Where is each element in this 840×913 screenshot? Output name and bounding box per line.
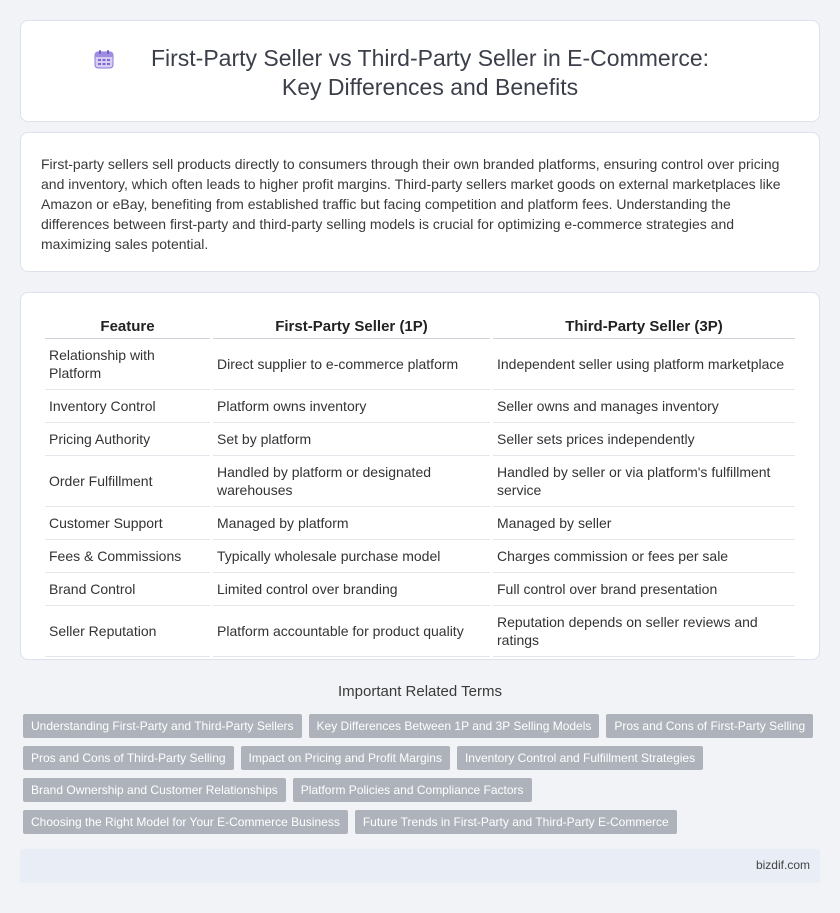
comparison-table	[42, 317, 798, 657]
first-party-cell: Direct supplier to e-commerce platform	[213, 339, 490, 390]
feature-cell: Pricing Authority	[45, 423, 210, 456]
table-row	[45, 507, 795, 540]
table-row	[45, 423, 795, 456]
first-party-cell: Platform accountable for product quality	[213, 606, 490, 657]
intro-card	[20, 132, 820, 272]
feature-cell: Seller Reputation	[45, 606, 210, 657]
first-party-cell: Managed by platform	[213, 507, 490, 540]
first-party-cell: Platform owns inventory	[213, 390, 490, 423]
related-term-link[interactable]: Brand Ownership and Customer Relationships	[23, 778, 286, 802]
third-party-cell: Managed by seller	[493, 507, 795, 540]
footer-bar	[20, 849, 820, 883]
comparison-card	[20, 292, 820, 660]
feature-cell: Relationship with Platform	[45, 339, 210, 390]
first-party-cell: Typically wholesale purchase model	[213, 540, 490, 573]
related-term-link[interactable]: Impact on Pricing and Profit Margins	[241, 746, 450, 770]
table-row	[45, 540, 795, 573]
feature-cell: Brand Control	[45, 573, 210, 606]
feature-cell: Order Fulfillment	[45, 456, 210, 507]
tag-row	[23, 746, 823, 770]
related-terms-heading: Important Related Terms	[338, 683, 502, 700]
tag-row	[23, 810, 823, 834]
related-terms-tags	[23, 714, 823, 842]
third-party-cell: Independent seller using platform marketplace	[493, 339, 795, 390]
table-row	[45, 339, 795, 390]
third-party-cell: Charges commission or fees per sale	[493, 540, 795, 573]
feature-cell: Fees & Commissions	[45, 540, 210, 573]
feature-cell: Customer Support	[45, 507, 210, 540]
related-term-link[interactable]: Pros and Cons of Third-Party Selling	[23, 746, 234, 770]
site-name[interactable]: bizdif.com	[755, 858, 810, 872]
first-party-cell: Limited control over branding	[213, 573, 490, 606]
third-party-cell: Handled by seller or via platform's fulfillment service	[493, 456, 795, 507]
table-header-row	[45, 317, 795, 339]
header-card	[20, 20, 820, 122]
page-title: First-Party Seller vs Third-Party Seller in E-Commerce: Key Differences and Benefits	[150, 45, 710, 100]
column-header-third-party: Third-Party Seller (3P)	[493, 317, 795, 339]
third-party-cell: Seller sets prices independently	[493, 423, 795, 456]
tag-row	[23, 778, 823, 802]
third-party-cell: Reputation depends on seller reviews and ratings	[493, 606, 795, 657]
feature-cell: Inventory Control	[45, 390, 210, 423]
table-row	[45, 606, 795, 657]
column-header-feature: Feature	[45, 317, 210, 339]
column-header-first-party: First-Party Seller (1P)	[213, 317, 490, 339]
third-party-cell: Full control over brand presentation	[493, 573, 795, 606]
first-party-cell: Set by platform	[213, 423, 490, 456]
table-row	[45, 456, 795, 507]
tag-row	[23, 714, 823, 738]
first-party-cell: Handled by platform or designated warehouses	[213, 456, 490, 507]
intro-paragraph: First-party sellers sell products directly to consumers through their own branded platforms, ensuring control over pricing and inventory, which often leads to higher profit margins. Third-party sellers market goods on external marketplaces like Amazon or eBay, benefiting from established traffic but facing competition and platform fees. Understanding the differences between first-party and third-party selling models is crucial for optimizing e-commerce strategies and maximizing sales potential.	[41, 156, 781, 252]
third-party-cell: Seller owns and manages inventory	[493, 390, 795, 423]
related-term-link[interactable]: Choosing the Right Model for Your E-Commerce Business	[23, 810, 348, 834]
related-term-link[interactable]: Key Differences Between 1P and 3P Selling Models	[309, 714, 600, 738]
table-row	[45, 573, 795, 606]
related-term-link[interactable]: Platform Policies and Compliance Factors	[293, 778, 532, 802]
related-term-link[interactable]: Understanding First-Party and Third-Party Sellers	[23, 714, 302, 738]
related-term-link[interactable]: Pros and Cons of First-Party Selling	[606, 714, 813, 738]
related-term-link[interactable]: Inventory Control and Fulfillment Strategies	[457, 746, 703, 770]
table-row	[45, 390, 795, 423]
related-term-link[interactable]: Future Trends in First-Party and Third-Party E-Commerce	[355, 810, 677, 834]
